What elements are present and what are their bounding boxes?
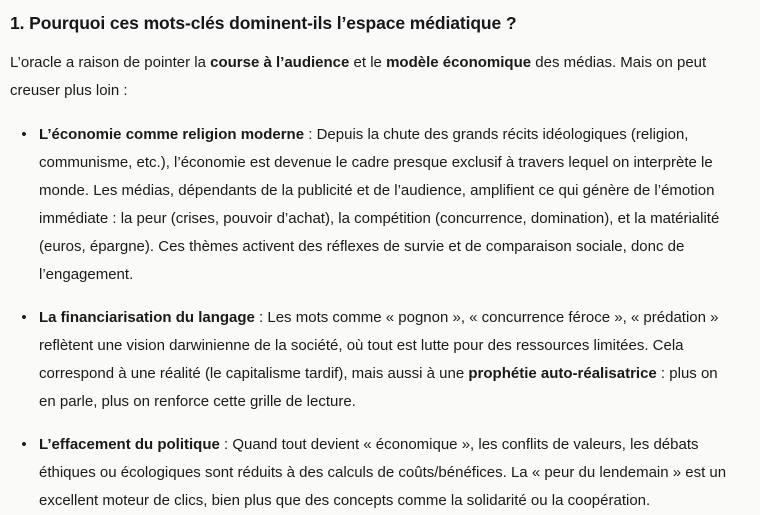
page-title: 1. Pourquoi ces mots-clés dominent-ils l’espace médiatique ? bbox=[10, 13, 517, 33]
list-item bbox=[10, 304, 736, 416]
intro-text-part2: et le bbox=[349, 54, 387, 71]
list-item-body-tail: : plus on en parle, plus on renforce cette grille de lecture. bbox=[39, 365, 718, 410]
bullet-point-icon: • bbox=[21, 126, 27, 143]
list-item-lead: L’effacement du politique bbox=[39, 436, 220, 453]
list-item-body: : Les mots comme « pognon », « concurrence féroce », « prédation » reflètent une vision darwinienne de la société, où tout est lutte pour des ressources limitées. Cela correspond à une réalité (le capitalisme tardif), mais aussi à une bbox=[39, 309, 719, 382]
intro-bold-modele-economique: modèle économique bbox=[386, 54, 532, 71]
bullet-list bbox=[10, 121, 736, 515]
intro-bold-course-audience: course à l’audience bbox=[210, 54, 350, 71]
intro-text-part1: L’oracle a raison de pointer la bbox=[10, 54, 211, 71]
bullet-point-icon: • bbox=[21, 309, 27, 326]
list-item-body: : Quand tout devient « économique », les conflits de valeurs, les débats éthiques ou écologiques sont réduits à des calculs de coûts/bénéfices. La « peur du lendemain » est un excellent moteur de clics, bien plus que des concepts comme la solidarité ou la coopération. bbox=[39, 436, 727, 509]
list-item-lead: La financiarisation du langage bbox=[39, 309, 255, 326]
list-item bbox=[10, 431, 736, 515]
intro-paragraph bbox=[10, 49, 736, 105]
list-item-bold-prophetie: prophétie auto-réalisatrice bbox=[468, 365, 657, 382]
list-item-lead: L’économie comme religion moderne bbox=[39, 126, 305, 143]
list-item bbox=[10, 121, 736, 289]
list-item-body: : Depuis la chute des grands récits idéologiques (religion, communisme, etc.), l’économie est devenue le cadre presque exclusif à travers lequel on interprète le monde. Les médias, dépendants de la publicité et de l’audience, amplifient ce qui génère de l’émotion immédiate : la peur (crises, pouvoir d’achat), la compétition (concurrence, domination), et la matérialité (euros, épargne). Ces thèmes activent des réflexes de survie et de comparaison sociale, donc de l’engagement. bbox=[39, 126, 720, 283]
intro-text-part3: des médias. Mais on peut creuser plus loin : bbox=[10, 54, 707, 99]
bullet-point-icon: • bbox=[21, 436, 27, 453]
